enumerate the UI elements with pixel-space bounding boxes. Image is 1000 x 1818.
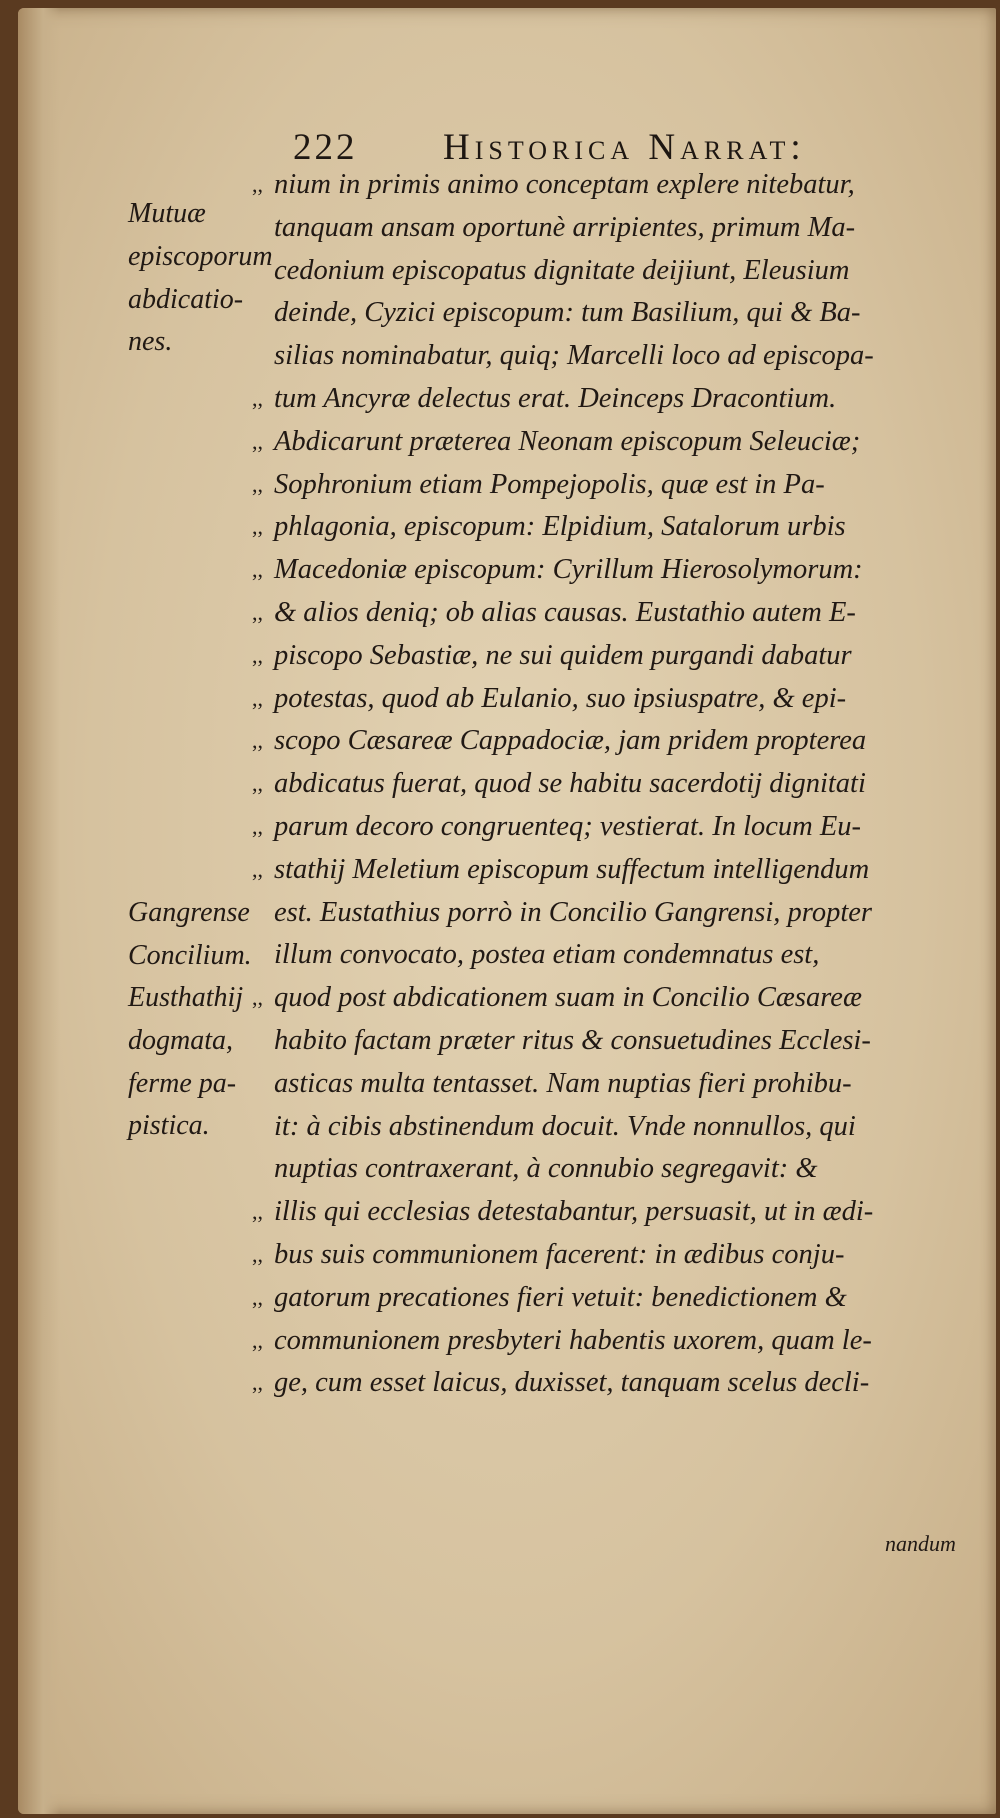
text-line	[252, 720, 988, 763]
text-line	[252, 1063, 988, 1106]
text-line	[252, 1234, 988, 1277]
marginal-note-gangrense	[128, 892, 278, 978]
text-line	[252, 1020, 988, 1063]
running-title: Historica Narrat:	[443, 127, 806, 168]
text-line	[252, 977, 988, 1020]
text-line	[252, 207, 988, 250]
marginal-note-line: Gangrense	[128, 897, 250, 928]
page-number: 222	[293, 127, 358, 168]
text-line	[252, 849, 988, 892]
text-line-content: tanquam ansam oportunè arripientes, primum Ma-	[274, 211, 856, 243]
marginal-note-line: pistica.	[128, 1110, 210, 1142]
text-line	[252, 806, 988, 849]
text-line-content: Abdicarunt præterea Neonam episcopum Seleuciæ;	[274, 425, 861, 457]
text-line-content: asticas multa tentasset. Nam nuptias fieri prohibu-	[274, 1067, 852, 1099]
text-line-content: gatorum precationes fieri vetuit: benedictionem &	[274, 1281, 847, 1313]
text-line-content: illum convocato, postea etiam condemnatus est,	[274, 939, 820, 971]
quotation-mark: ,,	[252, 642, 263, 668]
quotation-mark: ,,	[252, 813, 263, 839]
text-line-content: & alios deniq; ob alias causas. Eustathio autem E-	[274, 596, 856, 628]
marginal-note-line: ferme pa-	[128, 1067, 237, 1099]
text-line	[252, 421, 988, 464]
quotation-mark: ,,	[252, 172, 263, 197]
text-line	[252, 1362, 988, 1405]
quotation-mark: ,,	[252, 557, 263, 583]
quotation-mark: ,,	[252, 471, 263, 497]
text-line-content: ge, cum esset laicus, duxisset, tanquam scelus decli-	[274, 1367, 870, 1399]
text-line	[252, 678, 988, 721]
text-line-content: Sophronium etiam Pompejopolis, quæ est in Pa-	[274, 468, 825, 500]
text-line-content: communionem presbyteri habentis uxorem, quam le-	[274, 1324, 872, 1356]
marginal-note-line: abdicatio-	[128, 283, 244, 315]
text-line	[252, 378, 988, 421]
text-line-content: stathij Meletium episcopum suffectum intelligendum	[274, 853, 870, 885]
text-line	[252, 292, 988, 335]
marginal-note-line: Concilium.	[128, 939, 252, 971]
text-line	[252, 1106, 988, 1149]
text-line-content: silias nominabatur, quiq; Marcelli loco ad episcopa-	[274, 340, 874, 372]
text-line-content: it: à cibis abstinendum docuit. Vnde nonnullos, qui	[274, 1110, 856, 1142]
text-line-content: parum decoro congruenteq; vestierat. In locum Eu-	[274, 810, 862, 842]
marginal-note-line: Mutuæ	[128, 198, 206, 229]
marginal-note-line: nes.	[128, 326, 173, 358]
text-line	[252, 506, 988, 549]
text-line-content: bus suis communionem facerent: in ædibus conju-	[274, 1238, 845, 1270]
quotation-mark: ,,	[252, 856, 263, 882]
text-line	[252, 335, 988, 378]
text-line	[252, 763, 988, 806]
text-line-content: quod post abdicationem suam in Concilio Cæsareæ	[274, 982, 862, 1014]
text-line-content: piscopo Sebastiæ, ne sui quidem purgandi dabatur	[274, 639, 852, 671]
text-line-content: illis qui ecclesias detestabantur, persuasit, ut in ædi-	[274, 1196, 874, 1228]
quotation-mark: ,,	[252, 728, 263, 754]
text-line	[252, 164, 988, 207]
text-line-content: abdicatus fuerat, quod se habitu sacerdotij dignitati	[274, 768, 866, 800]
marginal-note-line: Eusthathij	[128, 982, 244, 1013]
text-line-content: potestas, quod ab Eulanio, suo ipsiuspatre, & epi-	[274, 682, 847, 714]
text-line-content: scopo Cæsareæ Cappadociæ, jam pridem propterea	[274, 725, 867, 757]
quotation-mark: ,,	[252, 428, 263, 454]
text-line	[252, 934, 988, 977]
text-line	[252, 1277, 988, 1320]
body-text	[252, 164, 988, 1405]
text-line-content: habito factam præter ritus & consuetudines Ecclesi-	[274, 1024, 871, 1056]
quotation-mark: ,,	[252, 599, 263, 625]
catchword: nandum	[885, 1531, 956, 1556]
page-gutter-shadow	[18, 8, 60, 1814]
text-line	[252, 549, 988, 592]
marginal-note-line: episcoporum	[128, 240, 273, 272]
text-line-content: cedonium episcopatus dignitate deijiunt, Eleusium	[274, 254, 850, 286]
text-line	[252, 635, 988, 678]
text-line-content: nuptias contraxerant, à connubio segregavit: &	[274, 1153, 818, 1185]
text-line-content: nium in primis animo conceptam explere nitebatur,	[274, 169, 855, 200]
text-line	[252, 592, 988, 635]
text-line-content: Macedoniæ episcopum: Cyrillum Hierosolymorum:	[274, 554, 863, 586]
quotation-mark: ,,	[252, 985, 263, 1011]
quotation-mark: ,,	[252, 1241, 263, 1267]
text-line	[252, 892, 988, 935]
quotation-mark: ,,	[252, 514, 263, 540]
text-line-content: est. Eustathius porrò in Concilio Gangrensi, propter	[274, 896, 872, 928]
text-line	[252, 1148, 988, 1191]
quotation-mark: ,,	[252, 1327, 263, 1353]
marginal-note-line: dogmata,	[128, 1024, 233, 1056]
quotation-mark: ,,	[252, 1199, 263, 1225]
text-line-content: deinde, Cyzici episcopum: tum Basilium, qui & Ba-	[274, 297, 861, 329]
text-line-content: tum Ancyræ delectus erat. Deinceps Dracontium.	[274, 382, 837, 414]
marginal-note-dogmata	[128, 977, 278, 1148]
text-line	[252, 250, 988, 293]
text-line	[252, 464, 988, 507]
quotation-mark: ,,	[252, 771, 263, 797]
quotation-mark: ,,	[252, 385, 263, 411]
text-line-content: phlagonia, episcopum: Elpidium, Satalorum urbis	[274, 511, 846, 543]
quotation-mark: ,,	[252, 685, 263, 711]
quotation-mark: ,,	[252, 1284, 263, 1310]
quotation-mark: ,,	[252, 1370, 263, 1396]
text-line	[252, 1191, 988, 1234]
marginal-note-abdicationes	[128, 193, 278, 364]
text-line	[252, 1320, 988, 1363]
